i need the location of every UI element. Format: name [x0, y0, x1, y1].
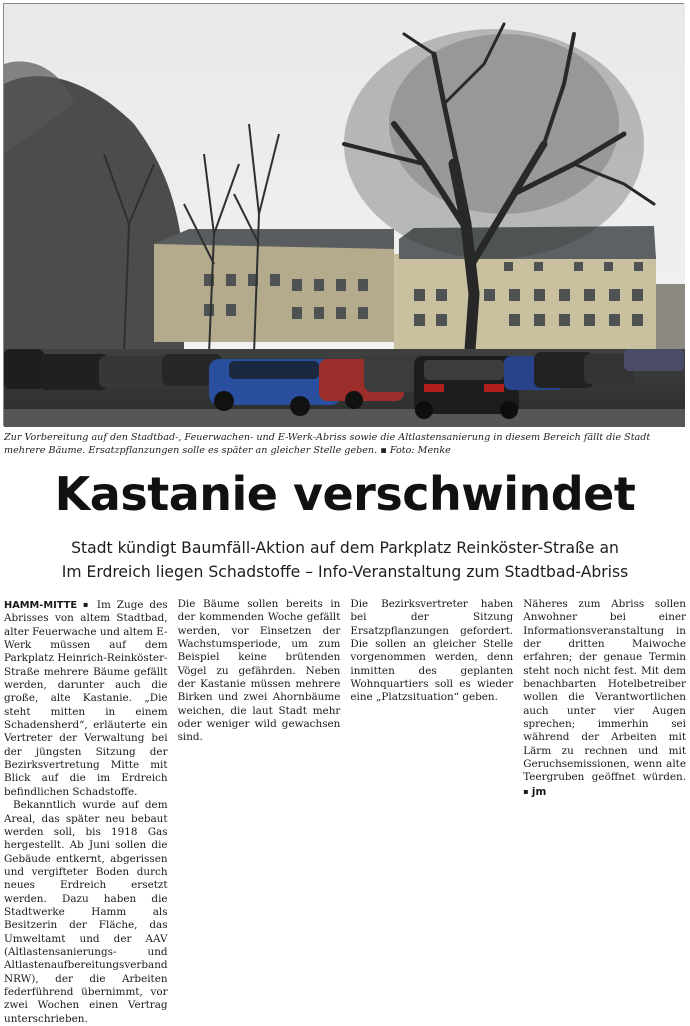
subheadline — [0, 536, 690, 584]
subheadline-line-2: Im Erdreich liegen Schadstoffe – Info-Veranstaltung zum Stadtbad-Abriss — [61, 563, 629, 581]
parking-lot-photo — [4, 4, 685, 427]
author-initials: jm — [531, 785, 547, 798]
article-photo — [3, 3, 684, 426]
caption-separator: ▪ — [380, 445, 387, 456]
caption-text: Zur Vorbereitung auf den Stadtbad-, Feuerwachen- und E-Werk-Abriss sowie die Altlastensanierung in diesem Bereich fällt die Stadt mehrere Bäume. Ersatzpflanzungen solle es später an gleicher Stelle geben. — [4, 432, 651, 456]
article-column-4 — [523, 598, 686, 814]
article-body — [4, 598, 686, 1025]
paragraph-4: Die Bezirksvertreter haben bei der Sitzung Ersatzpflanzungen gefordert. Die sollen an gleicher Stelle vorgenommen werden, denn inmitten des geplanten Wohnquartiers soll es wieder eine „Platzsituation“ geben. — [350, 598, 514, 704]
subheadline-line-1: Stadt kündigt Baumfäll-Aktion auf dem Parkplatz Reinköster-Straße an — [71, 539, 619, 557]
paragraph-5-text: Näheres zum Abriss sollen Anwohner bei einer Informationsveranstaltung in der dritten Maiwoche erfahren; der genaue Termin steht noch nicht fest. Mit dem benachbarten Hotelbetreiber wollen die Verantwortlichen auch unter vier Augen sprechen; immerhin sei während der Arbeiten mit Lärm zu rechnen und mit Geruchsemissionen, wenn alte Teergruben geöffnet würden. — [523, 598, 686, 784]
dateline-separator: ▪ — [82, 600, 91, 609]
article-column-2 — [178, 598, 341, 814]
paragraph-1-text: Im Zuge des Abrisses von altem Stadtbad, alter Feuerwache und altem E-Werk müssen auf dem Parkplatz Heinrich-Reinköster-Straße mehrere Bäume gefällt werden, darunter auch die große, alte Kastanie. „Die steht mitten in einem Schadensherd“, erläuterte ein Vertreter der Verwaltung bei der jüngsten Sitzung der Bezirksvertretung Mitte mit Blick auf die im Erdreich befindlichen Schadstoffe. — [4, 599, 168, 798]
dateline: HAMM-MITTE — [4, 600, 78, 611]
paragraph-5 — [523, 598, 686, 799]
photo-caption — [4, 431, 686, 457]
paragraph-2: Bekanntlich wurde auf dem Areal, das später neu bebaut werden soll, bis 1918 Gas hergestellt. Ab Juni sollen die Gebäude entkernt, abgerissen und vergifteter Boden durch neues Erdreich ersetzt werden. Dazu haben die Stadtwerke Hamm als Besitzerin der Fläche, das Umweltamt und der AAV (Altlastensanierungs- und Altlastenaufbereitungsverband NRW), der die Arbeiten federführend übernimmt, vor zwei Wochen einen Vertrag unterschrieben. — [4, 799, 168, 1025]
headline: Kastanie verschwindet — [54, 467, 636, 521]
paragraph-1 — [4, 598, 168, 799]
paragraph-3: Die Bäume sollen bereits in der kommenden Woche gefällt werden, vor Einsetzen der Wachstumsperiode, um zum Beispiel keine brütenden Vögel zu gefährden. Neben der Kastanie müssen mehrere Birken und zwei Ahornbäume weichen, die laut Stadt mehr oder weniger wild gewachsen sind. — [177, 598, 341, 744]
article-column-3 — [350, 598, 513, 814]
author-separator: ▪ — [523, 786, 529, 796]
photo-credit: Foto: Menke — [389, 445, 451, 456]
article-column-1 — [4, 598, 168, 1025]
